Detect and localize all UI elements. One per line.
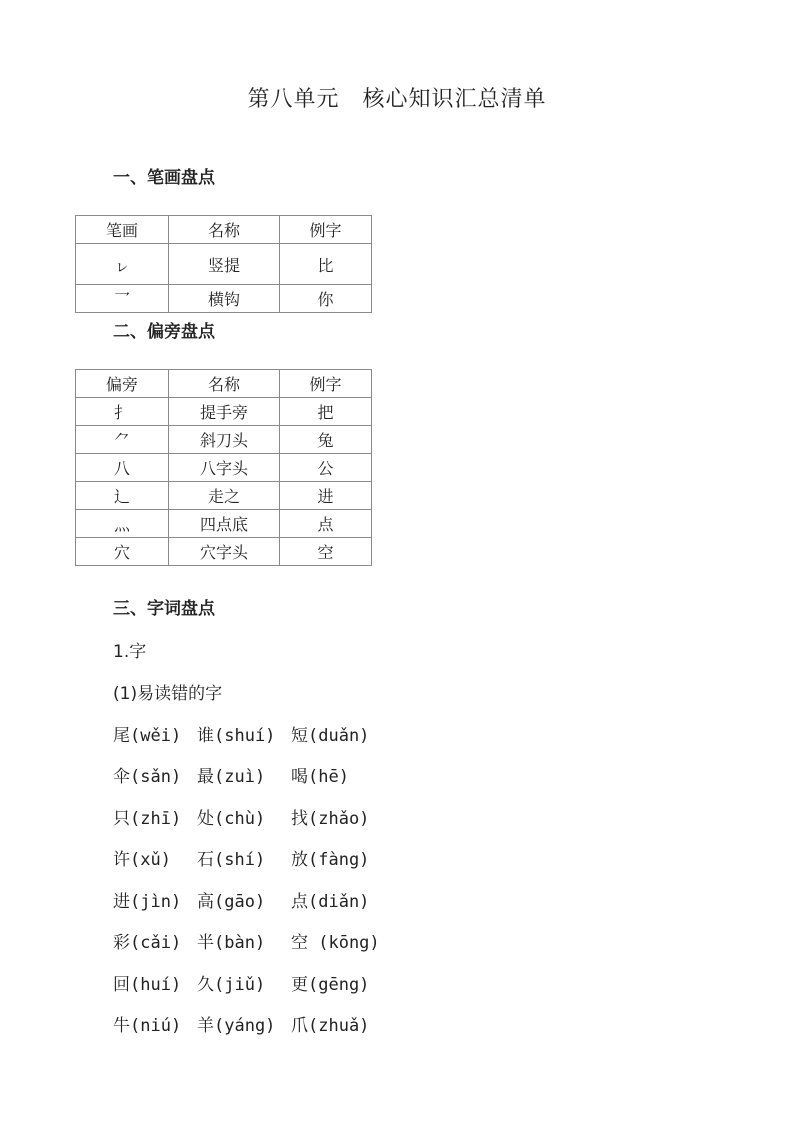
table-cell: 走之 [169,482,280,510]
table-cell: 竖提 [169,244,280,285]
pinyin-item: 更(gēng) [291,975,370,995]
table-row [76,454,372,482]
pinyin-item: 空 (kōng) [291,933,380,953]
pinyin-row [113,1011,369,1036]
subheading-misread-characters: (1)易读错的字 [113,684,223,704]
table-row [76,244,372,285]
pinyin-row [113,845,369,870]
table-cell: 比 [280,244,372,285]
pinyin-item: 回(huí) [113,975,182,995]
table-cell: 乛 [76,285,169,313]
pinyin-row [113,928,380,953]
pinyin-item: 爪(zhuǎ) [291,1016,370,1036]
pinyin-item: 谁(shuí) [197,726,276,746]
table-header-row [76,216,372,244]
pinyin-row [113,762,349,787]
section-heading-words: 三、字词盘点 [113,599,215,619]
table-header-cell: 笔画 [76,216,169,244]
pinyin-row [113,970,369,995]
pinyin-item: 高(gāo) [197,892,266,912]
table-header-cell: 例字 [280,216,372,244]
pinyin-item: 处(chù) [197,809,266,829]
radicals-table [75,369,372,566]
table-row [76,510,372,538]
table-cell: ㇾ [76,244,169,285]
subheading-characters: 1.字 [113,642,147,662]
table-cell: 点 [280,510,372,538]
pinyin-row [113,804,369,829]
pinyin-item: 喝(hē) [291,767,349,787]
pinyin-item: 尾(wěi) [113,726,182,746]
table-cell: 八 [76,454,169,482]
section-heading-radicals: 二、偏旁盘点 [113,322,215,342]
pinyin-item: 半(bàn) [197,933,266,953]
table-header-cell: 名称 [169,370,280,398]
table-header-cell: 名称 [169,216,280,244]
pinyin-item: 放(fàng) [291,850,370,870]
table-cell: 把 [280,398,372,426]
table-cell: 进 [280,482,372,510]
table-row [76,482,372,510]
table-cell: 公 [280,454,372,482]
pinyin-item: 久(jiǔ) [197,975,266,995]
pinyin-item: 彩(cǎi) [113,933,182,953]
pinyin-item: 找(zhǎo) [291,809,370,829]
table-cell: 穴字头 [169,538,280,566]
table-cell: 穴 [76,538,169,566]
table-cell: 八字头 [169,454,280,482]
pinyin-item: 短(duǎn) [291,726,370,746]
strokes-table [75,215,372,313]
table-header-cell: 例字 [280,370,372,398]
pinyin-item: 点(diǎn) [291,892,370,912]
table-cell: ⺈ [76,426,169,454]
pinyin-item: 只(zhī) [113,809,182,829]
pinyin-item: 伞(sǎn) [113,767,182,787]
pinyin-item: 进(jìn) [113,892,182,912]
pinyin-item: 牛(niú) [113,1016,182,1036]
pinyin-item: 最(zuì) [197,767,266,787]
table-cell: 斜刀头 [169,426,280,454]
pinyin-item: 石(shí) [197,850,266,870]
table-cell: 辶 [76,482,169,510]
table-cell: 空 [280,538,372,566]
table-cell: 提手旁 [169,398,280,426]
table-row [76,538,372,566]
pinyin-row [113,887,369,912]
table-cell: 你 [280,285,372,313]
table-cell: 灬 [76,510,169,538]
table-header-row [76,370,372,398]
table-cell: 兔 [280,426,372,454]
table-row [76,285,372,313]
table-cell: 横钩 [169,285,280,313]
table-cell: 扌 [76,398,169,426]
table-row [76,426,372,454]
page-title: 第八单元 核心知识汇总清单 [247,87,547,112]
table-row [76,398,372,426]
pinyin-item: 羊(yáng) [197,1016,276,1036]
section-heading-strokes: 一、笔画盘点 [113,168,215,188]
pinyin-item: 许(xǔ) [113,850,171,870]
pinyin-row [113,721,369,746]
table-header-cell: 偏旁 [76,370,169,398]
table-cell: 四点底 [169,510,280,538]
